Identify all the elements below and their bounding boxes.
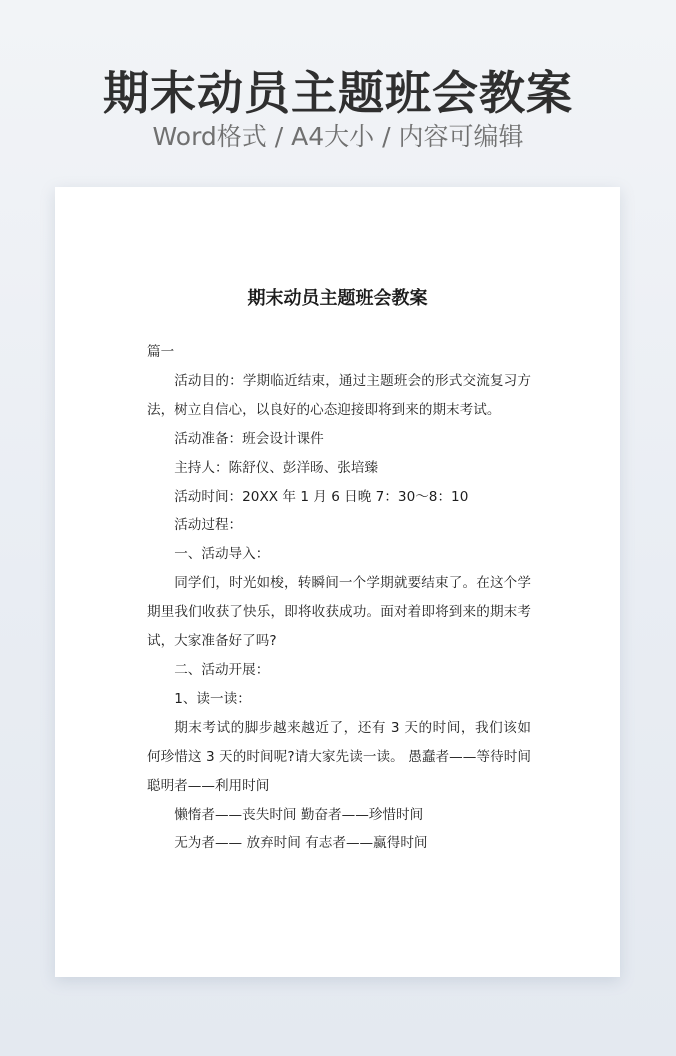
paragraph-hosts: 主持人：陈舒仪、彭洋旸、张培臻 xyxy=(174,459,379,476)
paragraph-activity-process: 活动过程： xyxy=(174,517,243,534)
paragraph-time-saying-1: 懒惰者——丧失时间 勤奋者——珍惜时间 xyxy=(174,806,424,823)
paragraph-introduction-text: 同学们，时光如梭，转瞬间一个学期就要结束了。在这个学期里我们收获了快乐，即将收获成功。面对着即将到来的期末考试，大家准备好了吗? xyxy=(147,575,531,650)
banner-title: 期末动员主题班会教案 xyxy=(103,66,573,120)
paragraph-activity-time: 活动时间：20XX 年 1 月 6 日晚 7：30～8：10 xyxy=(174,488,469,505)
heading-read-aloud: 1、读一读： xyxy=(174,690,251,707)
section-label: 篇一 xyxy=(147,344,175,360)
paragraph-activity-purpose: 活动目的：学期临近结束，通过主题班会的形式交流复习方法，树立自信心，以良好的心态迎接即将到来的期末考试。 xyxy=(147,372,531,418)
heading-introduction: 一、活动导入： xyxy=(174,546,270,563)
heading-activity-development: 二、活动开展： xyxy=(174,661,270,678)
paragraph-time-saying-2: 无为者—— 放弃时间 有志者——赢得时间 xyxy=(174,835,428,852)
paragraph-read-aloud-text: 期末考试的脚步越来越近了，还有 3 天的时间，我们该如何珍惜这 3 天的时间呢?请大家先读一读。 愚蠢者——等待时间 聪明者——利用时间 xyxy=(147,719,531,794)
document-page xyxy=(55,187,620,977)
document-title: 期末动员主题班会教案 xyxy=(247,288,428,309)
banner-subtitle: Word格式 / A4大小 / 内容可编辑 xyxy=(152,122,524,151)
document-body xyxy=(147,338,531,858)
paragraph-activity-preparation: 活动准备：班会设计课件 xyxy=(174,430,324,447)
